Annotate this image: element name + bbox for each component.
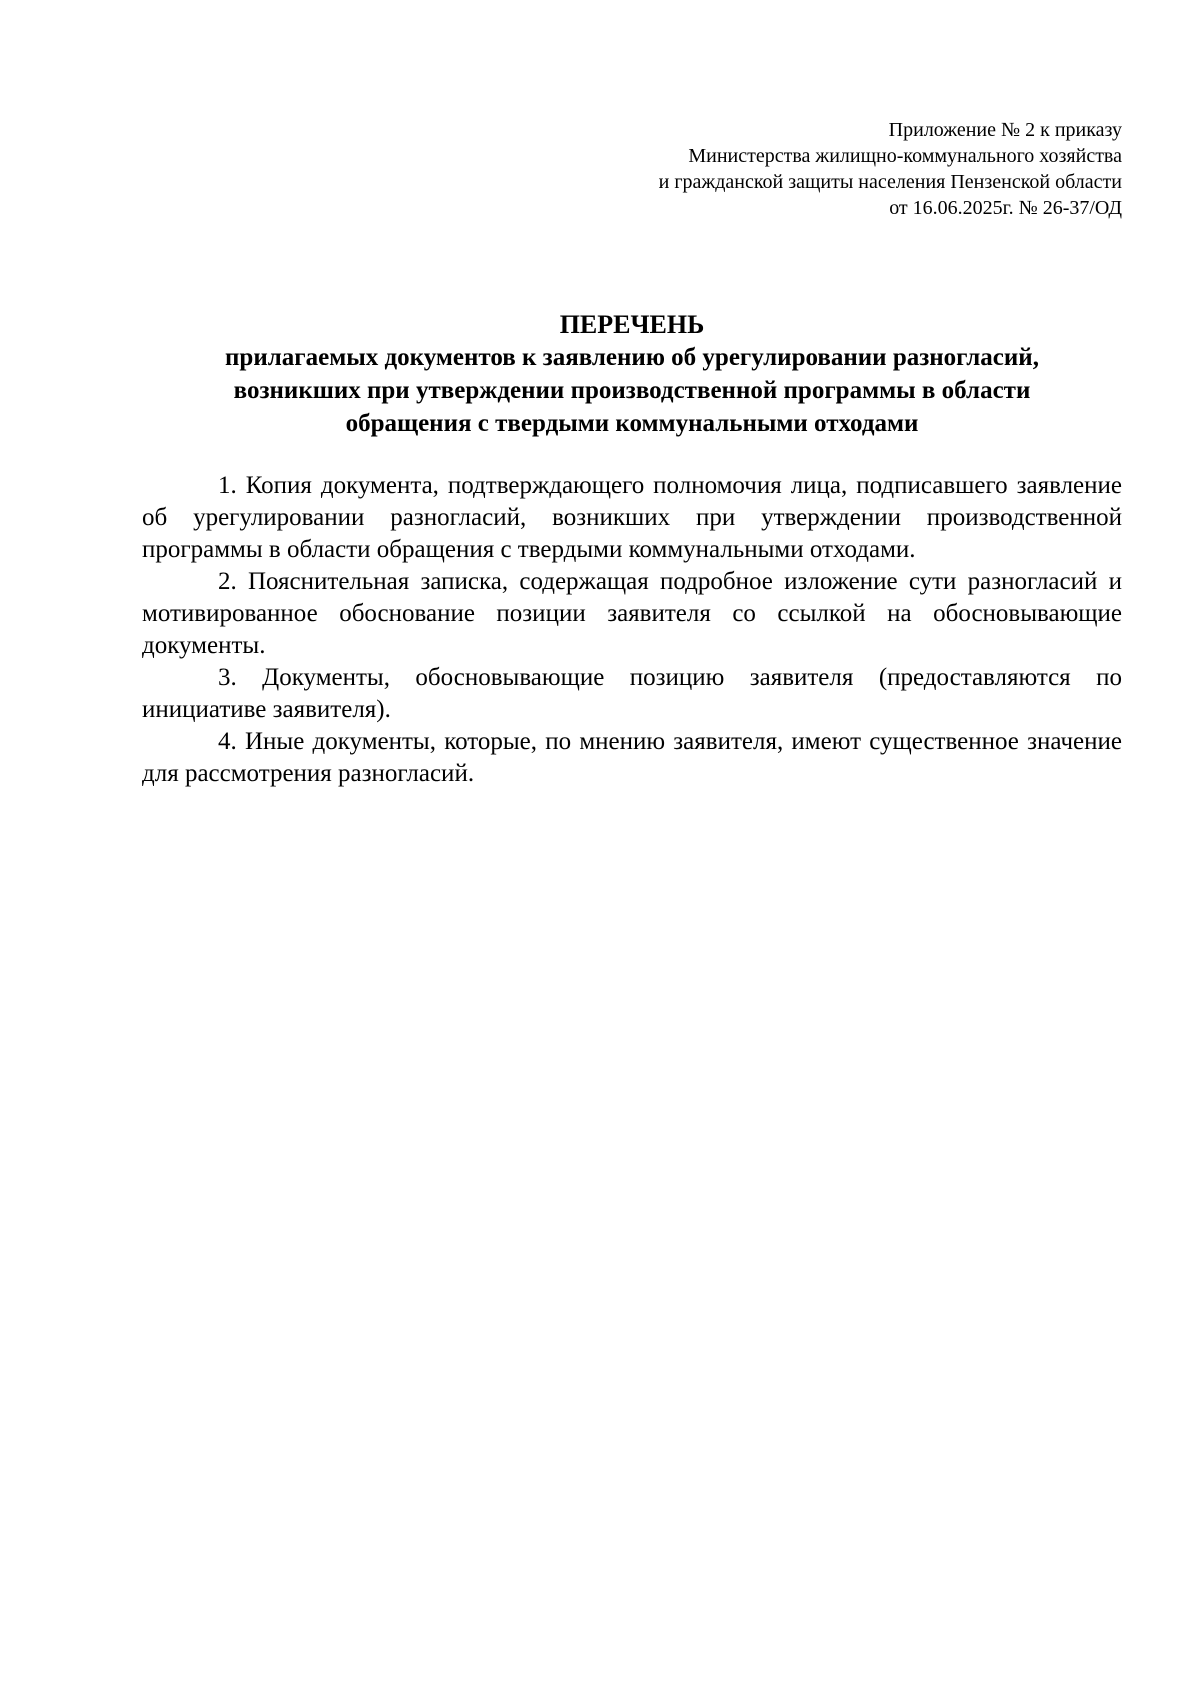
appendix-line-3: и гражданской защиты населения Пензенской области [658, 171, 1122, 193]
list-item-1: 1. Копия документа, подтверждающего полномочия лица, подписавшего заявление об урегулировании разногласий, возникших при утверждении производственной программы в области обращения с твердыми коммунальными отходами. [142, 472, 1122, 563]
appendix-header [422, 117, 1122, 221]
document-title [142, 308, 1122, 440]
title-heading: ПЕРЕЧЕНЬ [559, 310, 705, 339]
title-subtitle-line-2: возникших при утверждении производственной программы в области [233, 377, 1031, 404]
appendix-line-1: Приложение № 2 к приказу [888, 119, 1122, 141]
list-item-3: 3. Документы, обосновывающие позицию заявителя (предоставляются по инициативе заявителя). [142, 664, 1122, 723]
appendix-line-2: Министерства жилищно-коммунального хозяйства [688, 145, 1122, 167]
document-list [142, 470, 1122, 790]
list-item-2: 2. Пояснительная записка, содержащая подробное изложение сути разногласий и мотивированное обоснование позиции заявителя со ссылкой на обосновывающие документы. [142, 568, 1122, 659]
title-subtitle-line-1: прилагаемых документов к заявлению об урегулировании разногласий, [225, 344, 1039, 371]
title-subtitle-line-3: обращения с твердыми коммунальными отходами [345, 410, 919, 437]
appendix-line-4: от 16.06.2025г. № 26-37/ОД [889, 197, 1122, 219]
list-item-4: 4. Иные документы, которые, по мнению заявителя, имеют существенное значение для рассмотрения разногласий. [142, 728, 1122, 787]
